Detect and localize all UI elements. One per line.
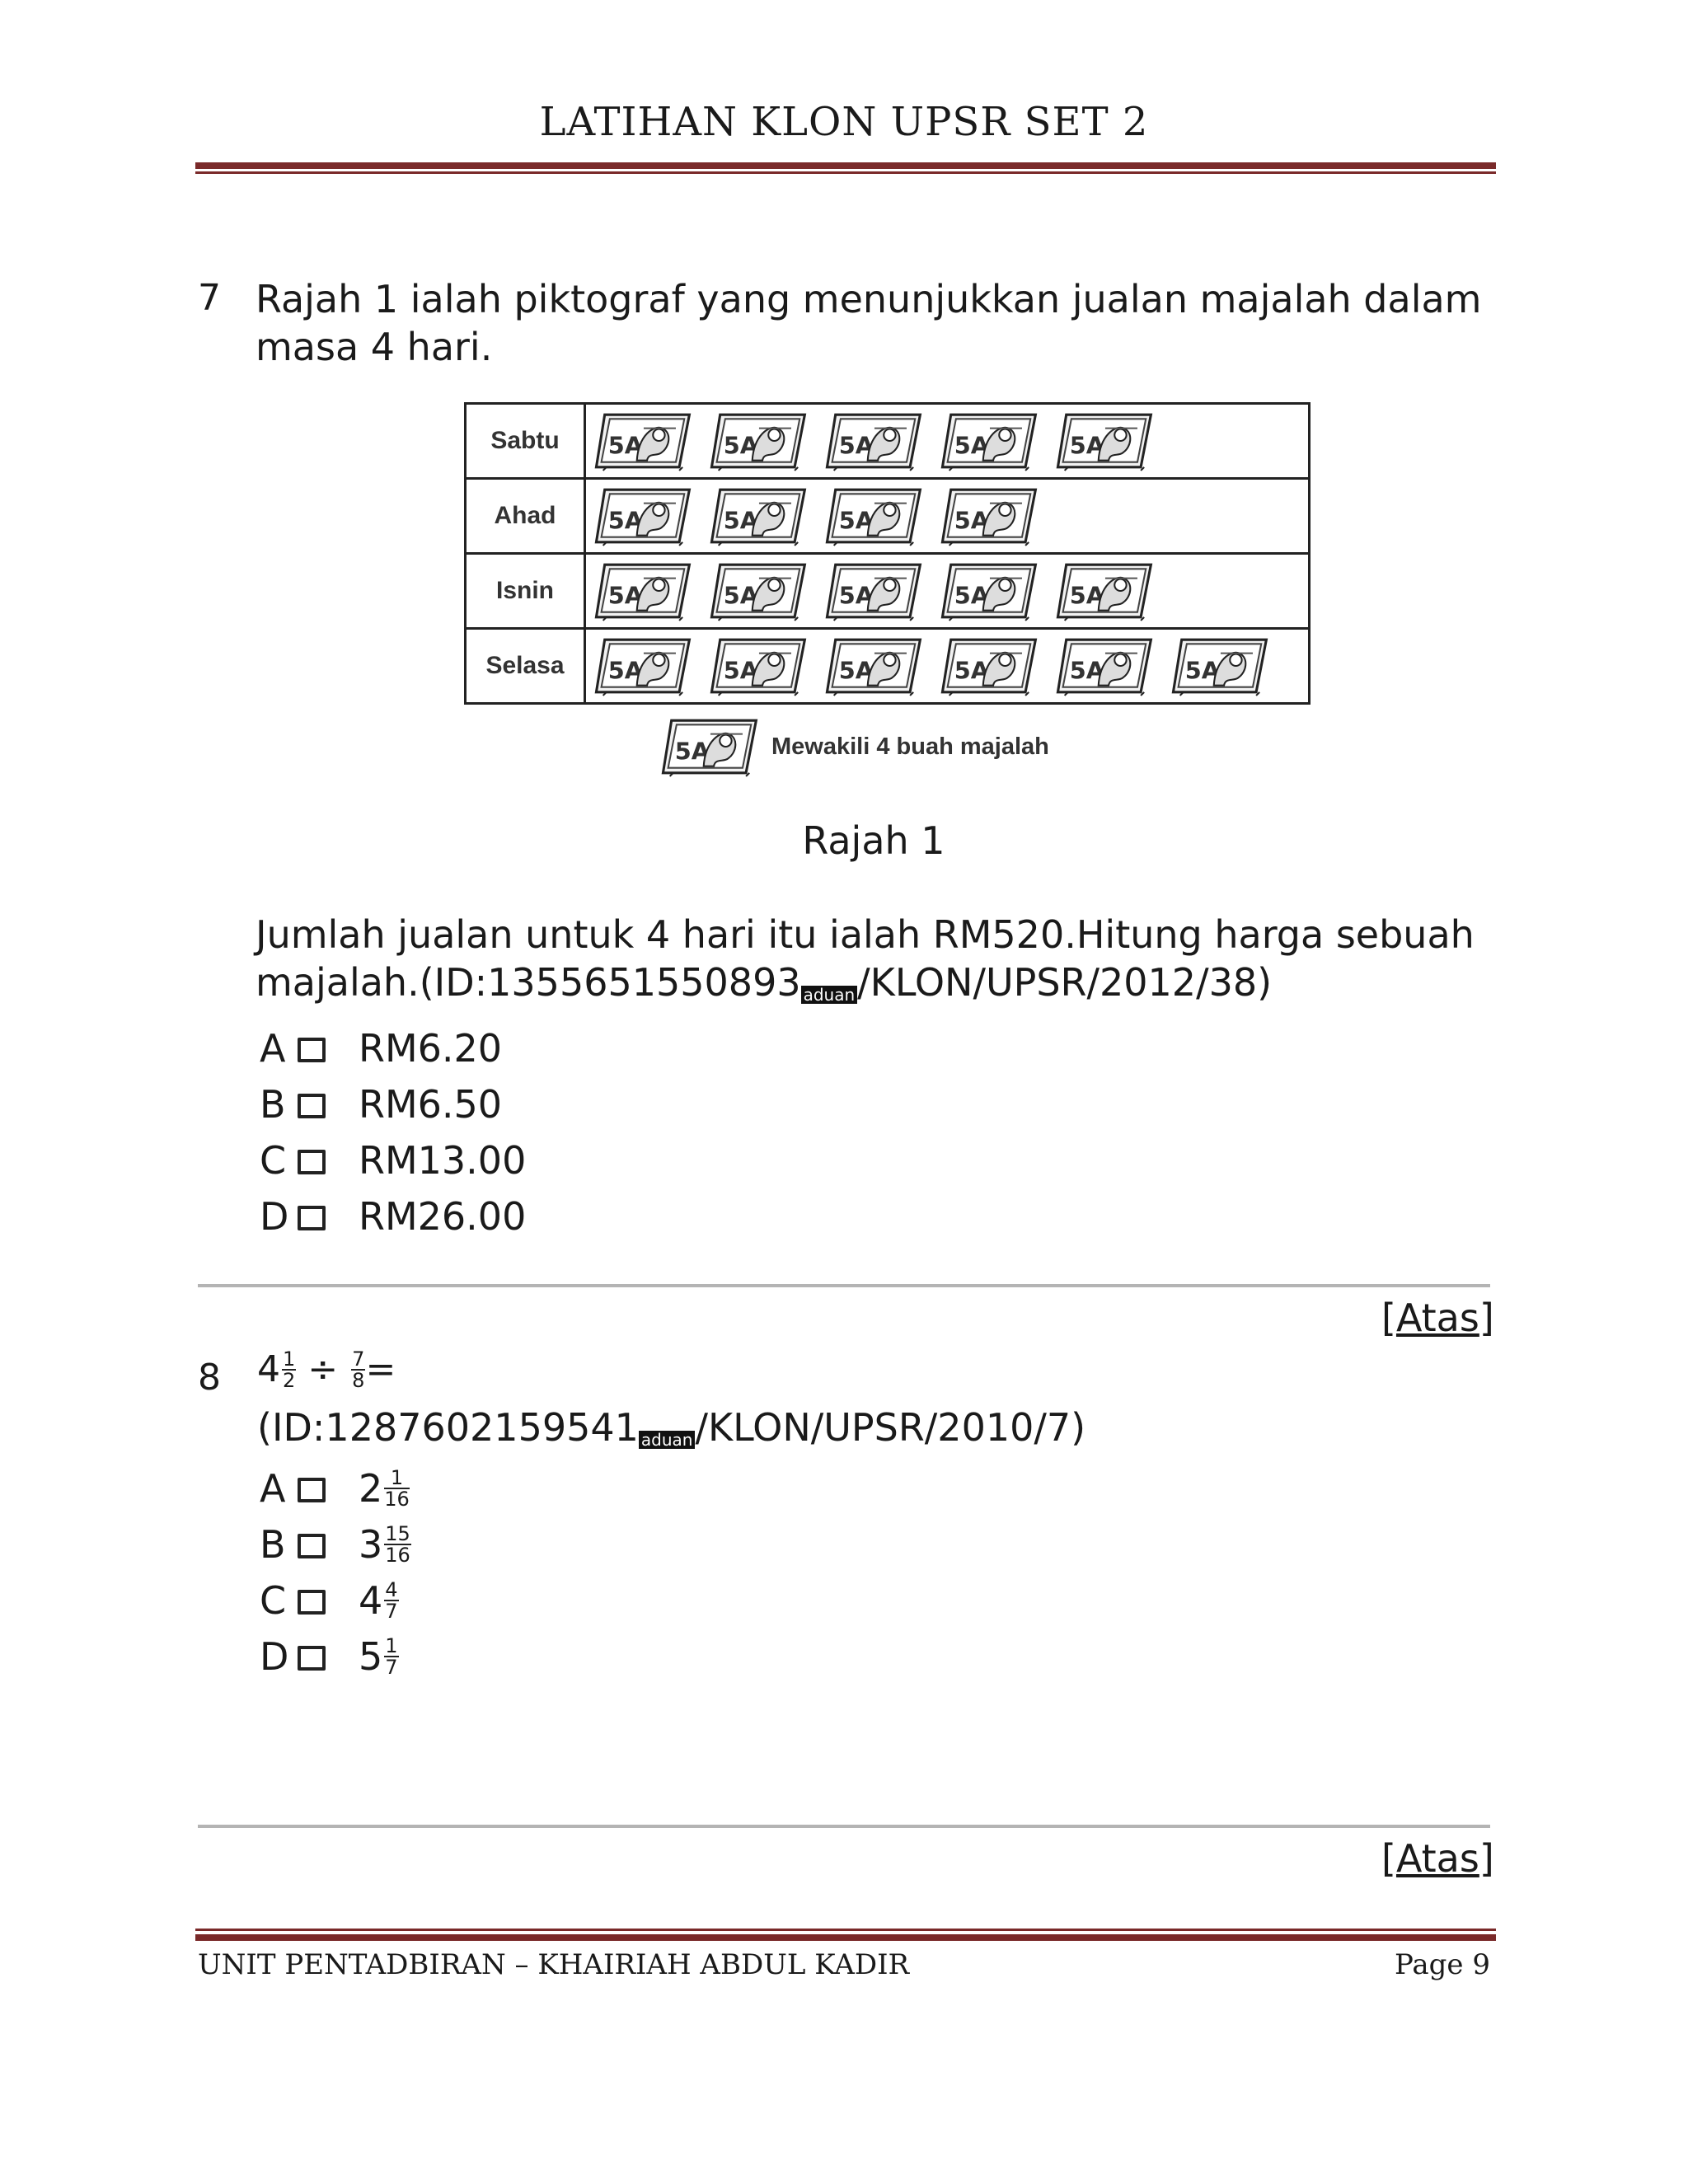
- magazine-icon: [1171, 635, 1273, 697]
- option-text: RM13.00: [359, 1138, 527, 1183]
- magazine-icon: [940, 635, 1043, 697]
- page-header-title: LATIHAN KLON UPSR SET 2: [539, 99, 1149, 145]
- option-whole: 2: [359, 1466, 383, 1511]
- option-c[interactable]: [260, 1132, 526, 1188]
- option-letter: D: [260, 1194, 289, 1239]
- expr-whole: 4: [257, 1348, 280, 1390]
- option-c[interactable]: [260, 1572, 411, 1629]
- pictograph-day-label: Sabtu: [466, 404, 585, 479]
- pictograph-day-label: Ahad: [466, 479, 585, 554]
- option-letter: A: [260, 1466, 286, 1511]
- magazine-icon: [710, 485, 812, 547]
- magazine-icon: [1056, 560, 1158, 622]
- magazine-icon: [594, 485, 696, 547]
- option-d[interactable]: [260, 1188, 526, 1244]
- option-whole: 4: [359, 1578, 383, 1623]
- option-a[interactable]: [260, 1020, 526, 1076]
- option-d[interactable]: [260, 1629, 411, 1685]
- option-fraction: [384, 1580, 398, 1621]
- checkbox-icon[interactable]: [298, 1094, 322, 1115]
- expr-fraction-1: [282, 1349, 296, 1390]
- option-letter: D: [260, 1634, 289, 1679]
- checkbox-icon[interactable]: [298, 1478, 322, 1499]
- option-b[interactable]: [260, 1516, 411, 1572]
- pictograph-icons: [594, 485, 1300, 547]
- question-7-prompt-line2: [256, 958, 1508, 1006]
- fraction-numerator: 1: [283, 1347, 296, 1371]
- fraction-denominator: 16: [384, 1488, 410, 1511]
- fraction-numerator: 1: [384, 1468, 410, 1489]
- question-7-prompt: [256, 911, 1508, 1006]
- pictograph-row: [466, 629, 1310, 704]
- aduan-tag[interactable]: aduan: [639, 1431, 696, 1449]
- pictograph-icons: [594, 410, 1300, 472]
- back-to-top-label[interactable]: Atas: [1395, 1836, 1479, 1881]
- fraction-denominator: 8: [352, 1368, 365, 1392]
- magazine-icon: [825, 635, 927, 697]
- magazine-icon: [710, 635, 812, 697]
- question-7-options: [260, 1020, 526, 1244]
- pictograph: [464, 402, 1311, 705]
- header-rule: [195, 162, 1496, 169]
- option-whole: 5: [359, 1634, 383, 1679]
- footer-rule-thin: [195, 1929, 1496, 1931]
- checkbox-icon[interactable]: [298, 1206, 322, 1227]
- figure-caption: Rajah 1: [802, 818, 945, 863]
- fraction-numerator: 1: [385, 1634, 398, 1657]
- checkbox-icon[interactable]: [298, 1534, 322, 1555]
- option-text: RM26.00: [359, 1194, 527, 1239]
- option-letter: C: [260, 1138, 287, 1183]
- option-letter: B: [260, 1082, 286, 1127]
- magazine-icon: [1056, 635, 1158, 697]
- pictograph-day-label: Isnin: [466, 554, 585, 629]
- question-7-id-suffix: /KLON/UPSR/2012/38): [857, 960, 1273, 1005]
- magazine-icon: [825, 560, 927, 622]
- pictograph-key: [661, 715, 1049, 778]
- division-sign: ÷: [307, 1348, 339, 1390]
- header-rule-thin: [195, 171, 1496, 174]
- checkbox-icon[interactable]: [298, 1590, 322, 1611]
- question-7-number: 7: [198, 277, 221, 319]
- footer-author: UNIT PENTADBIRAN – KHAIRIAH ABDUL KADIR: [198, 1948, 910, 1981]
- pictograph-icons: [594, 560, 1300, 622]
- question-8-expression: [257, 1348, 396, 1390]
- question-8-id: [257, 1404, 1085, 1451]
- question-8-id-suffix: /KLON/UPSR/2010/7): [695, 1405, 1086, 1450]
- pictograph-key-text: Mewakili 4 buah majalah: [771, 733, 1049, 760]
- section-divider: [198, 1825, 1490, 1828]
- pictograph-table: [464, 402, 1311, 705]
- fraction-denominator: 2: [283, 1368, 296, 1392]
- magazine-icon: [594, 410, 696, 472]
- expr-fraction-2: [351, 1349, 365, 1390]
- option-text: RM6.50: [359, 1082, 503, 1127]
- magazine-icon: [825, 485, 927, 547]
- question-7-line2: masa 4 hari.: [256, 325, 493, 369]
- option-a[interactable]: [260, 1460, 411, 1516]
- fraction-numerator: 15: [385, 1522, 410, 1545]
- pictograph-row: [466, 404, 1310, 479]
- aduan-tag[interactable]: aduan: [801, 986, 858, 1004]
- question-8-id-prefix: (ID:1287602159541: [257, 1405, 639, 1450]
- question-8-number: 8: [198, 1357, 221, 1399]
- question-7-id-prefix: majalah.(ID:1355651550893: [256, 960, 801, 1005]
- equals-sign: =: [365, 1348, 396, 1390]
- magazine-icon: [940, 485, 1043, 547]
- option-fraction: [384, 1468, 410, 1509]
- fraction-numerator: 7: [352, 1347, 365, 1371]
- question-8-options: [260, 1460, 411, 1685]
- magazine-icon: [594, 635, 696, 697]
- back-to-top-link[interactable]: [Atas]: [1381, 1296, 1494, 1340]
- pictograph-icons: [594, 635, 1300, 697]
- option-whole: 3: [359, 1522, 383, 1567]
- question-7-line1: Rajah 1 ialah piktograf yang menunjukkan jualan majalah dalam: [256, 277, 1482, 321]
- option-letter: C: [260, 1578, 287, 1623]
- checkbox-icon[interactable]: [298, 1150, 322, 1171]
- magazine-icon: [940, 410, 1043, 472]
- footer-page-number: Page 9: [1395, 1948, 1490, 1981]
- fraction-denominator: 16: [385, 1544, 410, 1567]
- fraction-numerator: 4: [385, 1578, 398, 1601]
- pictograph-row: [466, 554, 1310, 629]
- magazine-icon: [825, 410, 927, 472]
- magazine-icon: [661, 715, 763, 778]
- option-fraction: [384, 1524, 411, 1565]
- fraction-denominator: 7: [385, 1600, 398, 1623]
- fraction-denominator: 7: [385, 1656, 398, 1679]
- checkbox-icon[interactable]: [298, 1646, 322, 1667]
- magazine-icon: [710, 560, 812, 622]
- footer-rule: [195, 1934, 1496, 1941]
- back-to-top-link[interactable]: [Atas]: [1381, 1836, 1494, 1881]
- section-divider: [198, 1284, 1490, 1287]
- magazine-icon: [594, 560, 696, 622]
- pictograph-row: [466, 479, 1310, 554]
- option-text: RM6.20: [359, 1026, 503, 1071]
- option-letter: B: [260, 1522, 286, 1567]
- magazine-icon: [940, 560, 1043, 622]
- option-letter: A: [260, 1026, 286, 1071]
- checkbox-icon[interactable]: [298, 1038, 322, 1059]
- option-fraction: [384, 1636, 398, 1677]
- question-7-text: [256, 275, 1492, 371]
- magazine-icon: [1056, 410, 1158, 472]
- option-b[interactable]: [260, 1076, 526, 1132]
- question-7-prompt-line1: Jumlah jualan untuk 4 hari itu ialah RM520.Hitung harga sebuah: [256, 912, 1475, 957]
- pictograph-day-label: Selasa: [466, 629, 585, 704]
- magazine-icon: [710, 410, 812, 472]
- back-to-top-label[interactable]: Atas: [1395, 1296, 1479, 1340]
